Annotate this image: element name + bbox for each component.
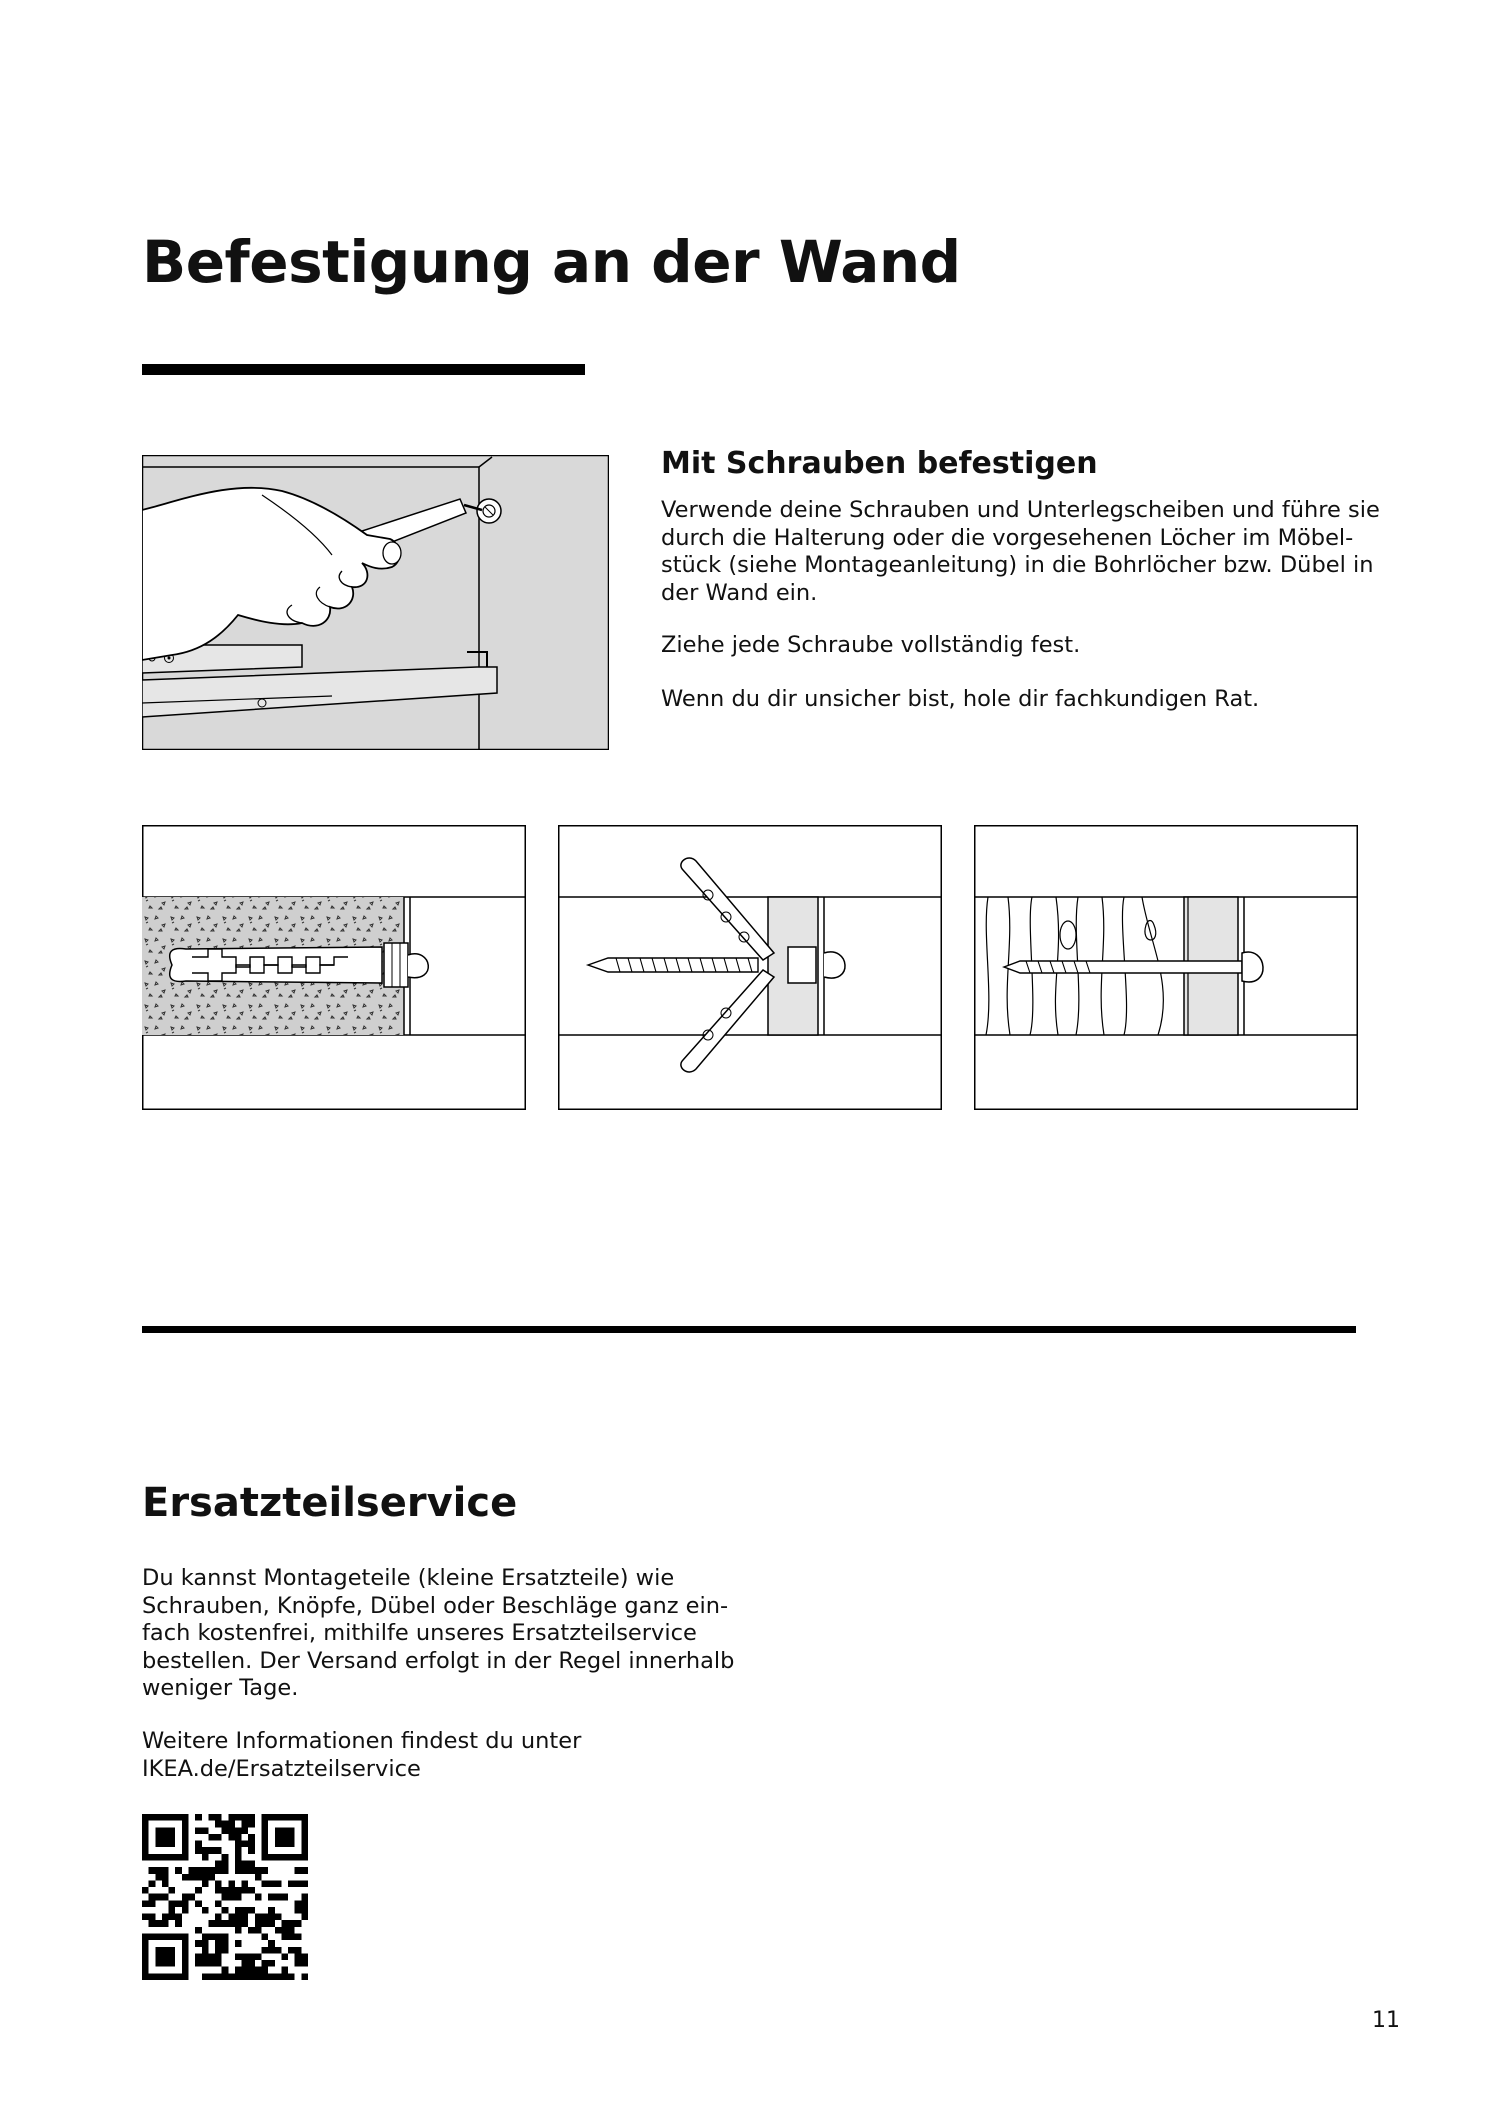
text-line: bestellen. Der Versand erfolgt in der Regel innerhalb	[142, 1647, 735, 1674]
qr-code-icon[interactable]	[142, 1814, 308, 1980]
wall-plug-solid-wall-illustration	[142, 825, 526, 1110]
text-line: weniger Tage.	[142, 1675, 299, 1701]
hand-screwdriver-illustration	[142, 455, 609, 750]
title-divider	[142, 364, 585, 375]
page-title: Befestigung an der Wand	[142, 228, 961, 296]
wall-mounting-instructions	[661, 497, 1380, 607]
wall-mounting-heading: Mit Schrauben befestigen	[661, 446, 1098, 481]
section-divider	[142, 1326, 1356, 1333]
text-line: fach kostenfrei, mithilfe unseres Ersatzteilservice	[142, 1620, 697, 1646]
text-line: durch die Halterung oder die vorgesehenen Löcher im Möbel-	[661, 524, 1354, 551]
spare-parts-heading: Ersatzteilservice	[142, 1480, 518, 1526]
spare-parts-description	[142, 1565, 742, 1703]
toggle-anchor-hollow-wall-illustration	[558, 825, 942, 1110]
text-line: Verwende deine Schrauben und Unterlegscheiben und führe sie	[661, 497, 1380, 523]
wood-screw-timber-wall-illustration	[974, 825, 1358, 1110]
spare-parts-more-info	[142, 1728, 742, 1783]
text-line: Weitere Informationen findest du unter	[142, 1728, 582, 1754]
spare-parts-link[interactable]: IKEA.de/Ersatzteilservice	[142, 1755, 421, 1782]
seek-advice-text: Wenn du dir unsicher bist, hole dir fachkundigen Rat.	[661, 686, 1260, 712]
page-number: 11	[1372, 2008, 1400, 2033]
text-line: Schrauben, Knöpfe, Dübel oder Beschläge ganz ein-	[142, 1592, 729, 1619]
text-line: stück (siehe Montageanleitung) in die Bohrlöcher bzw. Dübel in	[661, 552, 1374, 578]
text-line: Du kannst Montageteile (kleine Ersatzteile) wie	[142, 1565, 675, 1591]
text-line: der Wand ein.	[661, 579, 818, 606]
tighten-screws-text: Ziehe jede Schraube vollständig fest.	[661, 632, 1081, 658]
